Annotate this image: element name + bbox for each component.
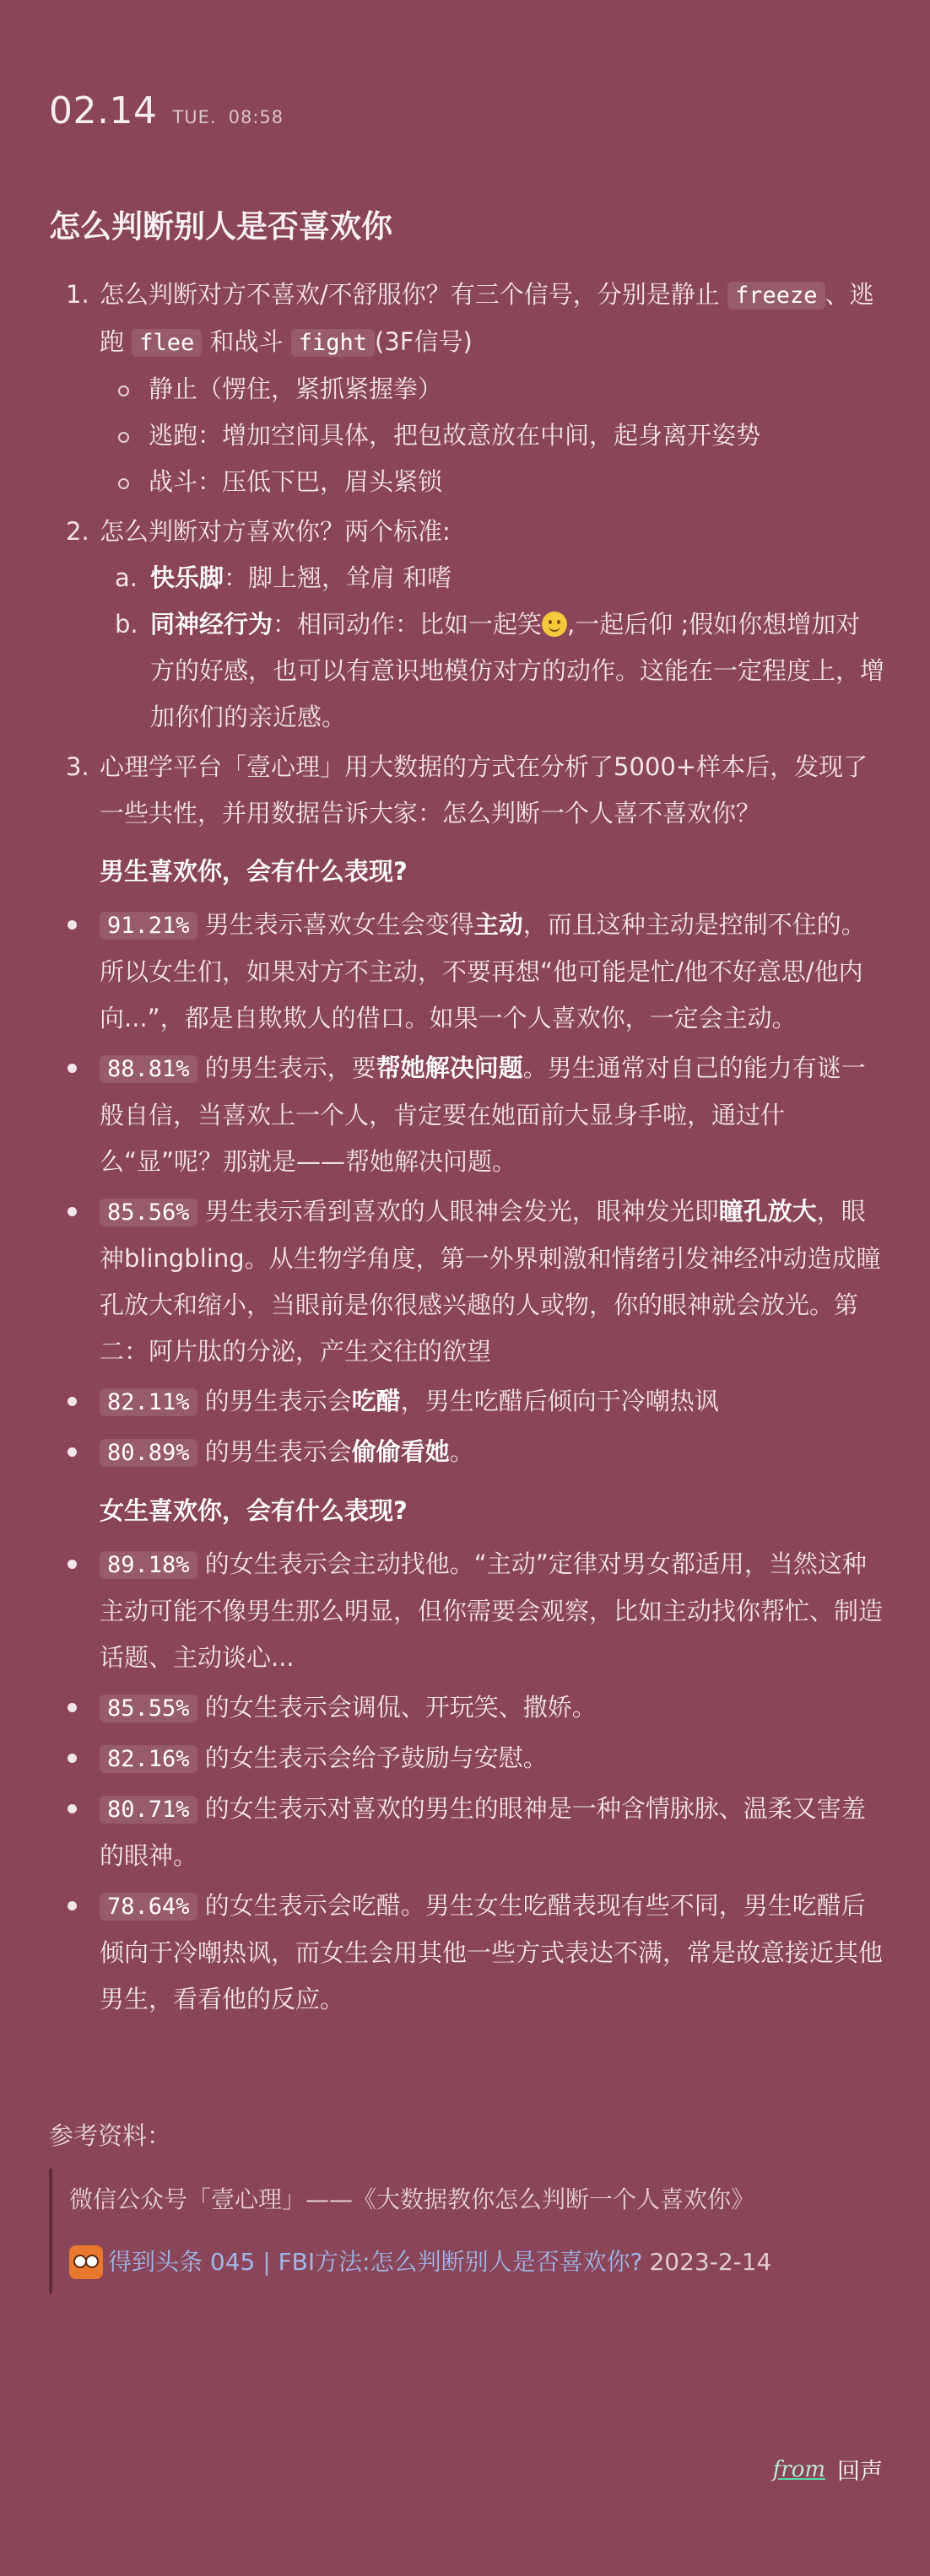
bullet-icon <box>68 1804 77 1813</box>
female-heading: 女生喜欢你，会有什么表现? <box>100 1496 408 1525</box>
reference-link[interactable]: 得到头条 045 | FBI方法:怎么判断别人是否喜欢你? <box>108 2248 643 2276</box>
list-item: 85.55% 的女生表示会调侃、开玩笑、撒娇。 <box>49 1684 884 1732</box>
percent-badge: 80.89% <box>100 1439 197 1467</box>
bullet-icon <box>68 1703 77 1712</box>
list-item: 91.21% 男生表示喜欢女生会变得主动，而且这种主动是控制不住的。所以女生们，如果对方不主动，不要再想“他可能是忙/他不好意思/他内向...”，都是自欺欺人的借口。如果一个人喜欢你，一定会主动。 <box>49 902 884 1042</box>
reference-link-row <box>69 2231 884 2293</box>
inline-code: fight <box>291 329 375 357</box>
from-logo: from <box>772 2456 825 2482</box>
list-item: 89.18% 的女生表示会主动找他。“主动”定律对男女都适用，当然这种主动可能不像男生那么明显，但你需要会观察，比如主动找你帮忙、制造话题、主动谈心... <box>49 1541 884 1681</box>
circle-bullet-icon <box>118 432 129 443</box>
list-item-3: 3. 心理学平台「壹心理」用大数据的方式在分析了5000+样本后，发现了一些共性，并用数据告诉大家：怎么判断一个人喜不喜欢你？ <box>66 752 868 827</box>
percent-badge: 91.21% <box>100 912 197 940</box>
list-item: 82.16% 的女生表示会给予鼓励与安慰。 <box>49 1735 884 1782</box>
owl-app-icon <box>69 2245 103 2279</box>
bullet-icon <box>68 1064 77 1073</box>
note-date-header <box>49 89 284 132</box>
male-heading: 男生喜欢你，会有什么表现? <box>100 857 408 886</box>
weekday: TUE. <box>172 107 217 127</box>
list-item: b. 同神经行为：相同动作：比如一起笑 ,一起后仰 ;假如你想增加对方的好感，也可以有意识地模仿对方的动作。这能在一定程度上，增加你们的亲近感。 <box>115 610 885 731</box>
list-item: 静止（愣住，紧抓紧握拳） <box>100 366 884 412</box>
circle-bullet-icon <box>118 385 129 396</box>
percent-badge: 80.71% <box>100 1796 197 1824</box>
note-title: 怎么判断别人是否喜欢你 <box>49 208 392 245</box>
reference-text: 微信公众号「壹心理」——《大数据教你怎么判断一个人喜欢你》 <box>69 2185 755 2213</box>
list-item-2: 2. 怎么判断对方喜欢你？两个标准: a. 快乐脚：脚上翘，耸肩 和嗜 b. 同神经行为：相同动作：比如一起笑 ,一起后仰 ;假如你想增加对方的好感，也可以有意识地模仿对方的动作。这能在一定程度上，增加你们的亲近感。 <box>49 509 884 741</box>
list-item: 85.56% 男生表示看到喜欢的人眼神会发光，眼神发光即瞳孔放大，眼神blingbling。从生物学角度，第一外界刺激和情绪引发神经冲动造成瞳孔放大和缩小，当眼前是你很感兴趣的人或物，你的眼神就会放光。第二：阿片肽的分泌，产生交往的欲望 <box>49 1188 884 1375</box>
circle-bullet-icon <box>118 478 129 489</box>
percent-badge: 85.56% <box>100 1199 197 1226</box>
references-quote <box>49 2169 884 2293</box>
bullet-icon <box>68 1901 77 1910</box>
bullet-icon <box>68 1754 77 1763</box>
sub-list <box>100 366 884 505</box>
references-title: 参考资料： <box>49 2121 172 2150</box>
female-list <box>49 1541 884 2023</box>
list-item: 88.81% 的男生表示，要帮她解决问题。男生通常对自己的能力有谜一般自信，当喜欢上一个人，肯定要在她面前大显身手啦，通过什么“显”呢？那就是——帮她解决问题。 <box>49 1045 884 1185</box>
bullet-icon <box>68 1560 77 1569</box>
alpha-sub-list <box>100 555 884 741</box>
time: 08:58 <box>228 107 284 127</box>
percent-badge: 88.81% <box>100 1055 197 1083</box>
note-body <box>49 272 884 2026</box>
percent-badge: 82.11% <box>100 1388 197 1416</box>
percent-badge: 82.16% <box>100 1745 197 1773</box>
percent-badge: 78.64% <box>100 1893 197 1921</box>
list-item: a. 快乐脚：脚上翘，耸肩 和嗜 <box>115 563 452 592</box>
bullet-icon <box>68 1397 77 1406</box>
percent-badge: 89.18% <box>100 1551 197 1579</box>
list-item: 80.89% 的男生表示会偷偷看她。 <box>49 1429 884 1476</box>
bullet-icon <box>68 1207 77 1216</box>
inline-code: flee <box>132 329 202 357</box>
list-item: 82.11% 的男生表示会吃醋，男生吃醋后倾向于冷嘲热讽 <box>49 1378 884 1425</box>
inline-code: freeze <box>727 282 825 310</box>
list-item: 80.71% 的女生表示对喜欢的男生的眼神是一种含情脉脉、温柔又害羞的眼神。 <box>49 1786 884 1879</box>
date: 02.14 <box>49 89 158 132</box>
footer <box>773 2453 883 2486</box>
percent-badge: 85.55% <box>100 1695 197 1722</box>
bullet-icon <box>68 1447 77 1457</box>
list-item: 逃跑：增加空间具体，把包故意放在中间，起身离开姿势 <box>100 412 884 459</box>
footer-label: 回声 <box>837 2459 883 2485</box>
list-item: 78.64% 的女生表示会吃醋。男生女生吃醋表现有些不同，男生吃醋后倾向于冷嘲热讽，而女生会用其他一些方式表达不满，常是故意接近其他男生，看看他的反应。 <box>49 1883 884 2023</box>
reference-date: 2023-2-14 <box>649 2248 772 2276</box>
references <box>49 2117 884 2293</box>
smiling-face-icon <box>542 612 567 637</box>
bullet-icon <box>68 920 77 930</box>
main-list <box>49 272 884 837</box>
male-list <box>49 902 884 1476</box>
list-item-1: 1. 怎么判断对方不喜欢/不舒服你？有三个信号，分别是静止 freeze 、逃跑 flee 和战斗 fight (3F信号) 静止（愣住，紧抓紧握拳） 逃跑：增加空间具体，把包故意放在中间，起身离开姿势 战斗：压低下巴，眉头紧锁 <box>49 272 884 505</box>
list-item: 战斗：压低下巴，眉头紧锁 <box>100 459 884 505</box>
